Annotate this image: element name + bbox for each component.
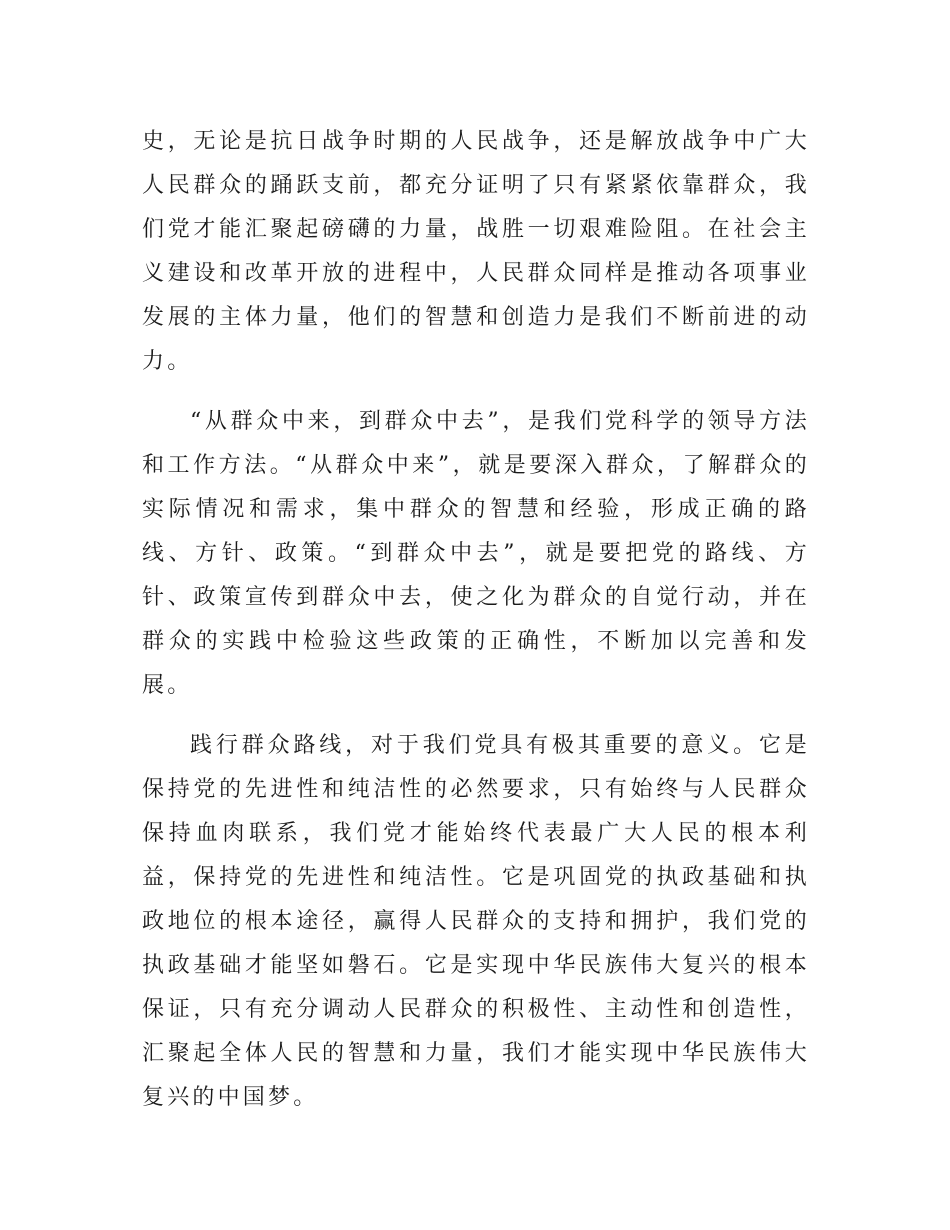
paragraph-continued: 史，无论是抗日战争时期的人民战争，还是解放战争中广大人民群众的踊跃支前，都充分证明了只有紧紧依靠群众，我们党才能汇聚起磅礴的力量，战胜一切艰难险阻。在社会主义建设和改革开放的进程中，人民群众同样是推动各项事业发展的主体力量，他们的智慧和创造力是我们不断前进的动力。	[142, 129, 810, 374]
paragraph-significance: 践行群众路线，对于我们党具有极其重要的意义。它是保持党的先进性和纯洁性的必然要求，只有始终与人民群众保持血肉联系，我们党才能始终代表最广大人民的根本利益，保持党的先进性和纯洁性。它是巩固党的执政基础和执政地位的根本途径，赢得人民群众的支持和拥护，我们党的执政基础才能坚如磐石。它是实现中华民族伟大复兴的根本保证，只有充分调动人民群众的积极性、主动性和创造性，汇聚起全体人民的智慧和力量，我们才能实现中华民族伟大复兴的中国梦。	[142, 733, 810, 1110]
document-body	[142, 120, 810, 1136]
paragraph-mass-line-method: “从群众中来，到群众中去”，是我们党科学的领导方法和工作方法。“从群众中来”，就是要深入群众，了解群众的实际情况和需求，集中群众的智慧和经验，形成正确的路线、方针、政策。“到群众中去”，就是要把党的路线、方针、政策宣传到群众中去，使之化为群众的自觉行动，并在群众的实践中检验这些政策的正确性，不断加以完善和发展。	[142, 409, 810, 698]
